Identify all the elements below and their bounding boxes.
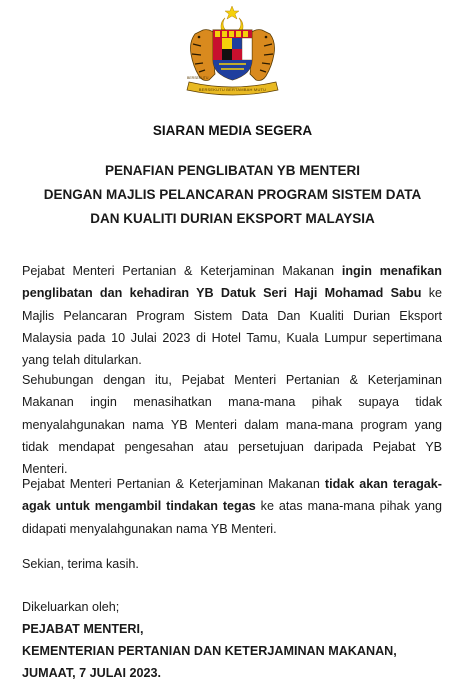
paragraph-1-text-b: ke Majlis Pelancaran Program Sistem Data Dan Kualiti Durian Eksport Malaysia pada 10 Julai 2023 di Hotel Tamu, Kuala Lumpur sepertimana yang telah ditularkan. <box>22 286 442 368</box>
paragraph-3 <box>22 473 442 540</box>
release-heading: SIARAN MEDIA SEGERA <box>152 123 313 138</box>
title-line-1: PENAFIAN PENGLIBATAN YB MENTERI <box>104 163 360 178</box>
paragraph-3-bold: tidak akan teragak-agak untuk mengambil tindakan tegas <box>22 477 442 514</box>
ministry-name: KEMENTERIAN PERTANIAN DAN KETERJAMINAN MAKANAN, <box>22 644 397 658</box>
paragraph-1-bold: ingin menafikan penglibatan dan kehadiran YB Datuk Seri Haji Mohamad Sabu <box>22 264 442 301</box>
office-name: PEJABAT MENTERI, <box>22 622 144 636</box>
release-date: JUMAAT, 7 JULAI 2023. <box>22 666 162 680</box>
paragraph-1-text-a: Pejabat Menteri Pertanian & Keterjaminan Makanan <box>22 264 342 278</box>
crest-scroll-text: BERSEKUTU <box>187 76 209 80</box>
title-line-2: DENGAN MAJLIS PELANCARAN PROGRAM SISTEM DATA <box>43 187 422 202</box>
crest-motto: BERSEKUTU BERTAMBAH MUTU <box>198 87 267 92</box>
coat-of-arms-emblem <box>175 4 290 102</box>
title-line-3: DAN KUALITI DURIAN EKSPORT MALAYSIA <box>90 211 375 226</box>
paragraph-3-text-a: Pejabat Menteri Pertanian & Keterjaminan Makanan <box>22 477 325 491</box>
paragraph-3-text-b: ke atas mana-mana pihak yang didapati menyalahgunakan nama YB Menteri. <box>22 499 443 536</box>
paragraph-1 <box>22 260 442 371</box>
paragraph-2: Sehubungan dengan itu, Pejabat Menteri Pertanian & Keterjaminan Makanan ingin menasihatkan mana-mana pihak supaya tidak menyalahgunakan nama YB Menteri dalam mana-mana program yang tidak mendapat pengesahan atau persetujuan daripada Pejabat YB Menteri. <box>22 373 442 477</box>
issued-by-label: Dikeluarkan oleh; <box>22 600 120 614</box>
closing-text: Sekian, terima kasih. <box>22 557 139 571</box>
